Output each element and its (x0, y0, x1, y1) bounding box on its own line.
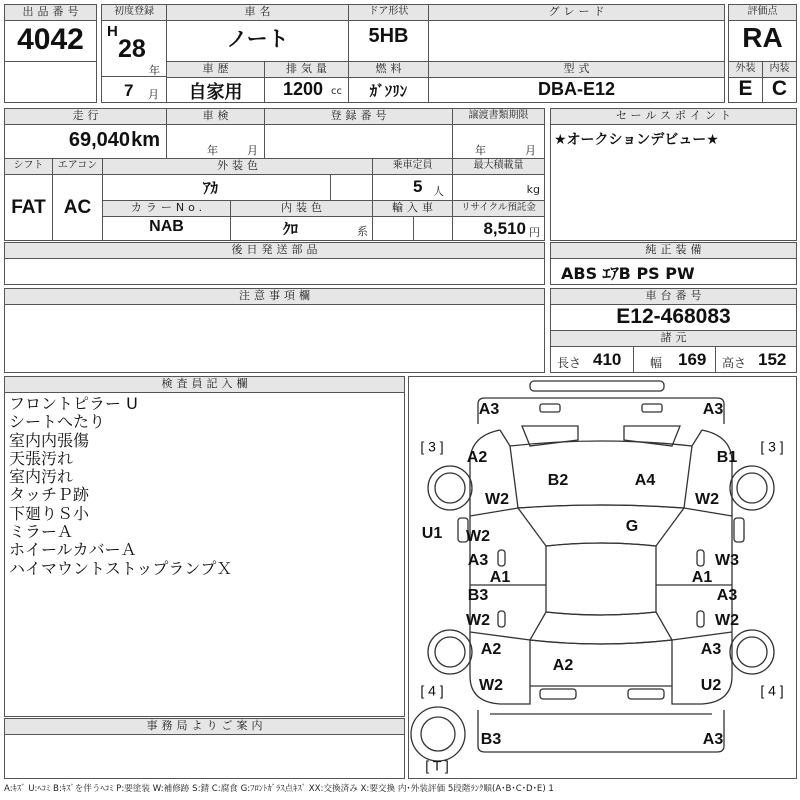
damage-code: A3 (478, 401, 500, 419)
sill-line-left (470, 508, 518, 516)
model-code: DBA-E12 (537, 79, 616, 99)
damage-code: A2 (552, 657, 574, 675)
interior-color: ｸﾛ (283, 220, 299, 238)
registration-number-label: 登録番号 (265, 109, 452, 125)
sill-line-left (470, 632, 530, 640)
inspection-label: 車検 (167, 109, 264, 125)
sales-point-label: セールスポイント (551, 109, 796, 125)
panel-count: [ 3 ] (420, 438, 444, 455)
transfer-year-unit: 年 (475, 144, 486, 157)
wheel-rear-right (730, 630, 774, 674)
chassis-number: E12-468083 (616, 305, 731, 328)
interior-score: C (771, 77, 788, 100)
shift-label: シフト (5, 159, 52, 175)
shift-cell (4, 158, 53, 241)
inspector-notes-list (9, 395, 400, 578)
lot-number-label: 出品番号 (5, 5, 96, 21)
interior-score-label: 内装 (763, 62, 796, 78)
mileage-unit: km (131, 129, 160, 151)
exterior-score-label: 外装 (729, 62, 762, 78)
exterior-color-cell (102, 158, 373, 201)
rear-window (530, 612, 672, 644)
mileage-label: 走行 (5, 109, 166, 125)
exterior-score-cell (728, 61, 763, 103)
damage-code: B1 (716, 449, 738, 467)
registration-era: H (107, 23, 118, 40)
damage-code: A2 (480, 641, 502, 659)
damage-code: B2 (547, 472, 569, 490)
transfer-month-unit: 月 (525, 144, 536, 157)
car-name-cell (166, 4, 349, 62)
recycle-fee-label: リサイクル預託金 (453, 201, 544, 217)
damage-code: B3 (467, 587, 489, 605)
hood (510, 441, 692, 508)
damage-code: W2 (485, 491, 509, 509)
wheel-rear-left (428, 630, 472, 674)
office-info-label: 事務局よりご案内 (5, 719, 404, 735)
transfer-deadline-cell (452, 108, 545, 159)
aircon: AC (63, 197, 92, 218)
damage-code: A3 (700, 641, 722, 659)
fuel-label: 燃料 (349, 62, 428, 78)
specs-cell (550, 330, 797, 373)
sales-point: ★オークションデビュー★ (554, 132, 719, 148)
car-name-label: 車名 (167, 5, 348, 21)
panel-count: [ T ] (425, 757, 449, 774)
displacement-cell (264, 61, 349, 103)
tail-lamp-left (540, 689, 576, 699)
door-type-label: ドア形状 (349, 5, 428, 21)
panel-count: [ 4 ] (760, 682, 784, 699)
length: 410 (593, 350, 622, 369)
windshield (518, 505, 684, 546)
imported-cell (372, 200, 453, 241)
chassis-label: 車台番号 (551, 289, 796, 305)
lot-number-cell (4, 4, 97, 103)
damage-code: B3 (480, 731, 502, 749)
wheel-front-left (428, 466, 472, 510)
width-label: 幅 (650, 356, 663, 370)
exterior-score: E (738, 77, 753, 100)
overall-score: RA (742, 22, 783, 53)
door-handle (697, 550, 704, 566)
interior-color-suffix: 系 (357, 225, 368, 238)
model-code-cell (428, 61, 725, 103)
damage-code: A3 (702, 401, 724, 419)
front-roof-bar (530, 381, 664, 391)
notes-label: 注意事項欄 (5, 289, 544, 305)
fuel: ｶﾞｿﾘﾝ (369, 82, 408, 100)
parts-later-cell (4, 242, 545, 285)
damage-diagram-cell (408, 376, 797, 779)
notes-cell (4, 288, 545, 373)
inspector-note: ハイマウントストップランプＸ (9, 558, 233, 578)
mileage-cell (4, 108, 167, 159)
lot-number: 4042 (17, 23, 84, 56)
tail-lamp-right (628, 689, 664, 699)
history-label: 車歴 (167, 62, 264, 78)
wheel-front-right (730, 466, 774, 510)
damage-code: G (625, 518, 639, 536)
model-code-label: 型式 (429, 62, 724, 78)
fuel-cell (348, 61, 429, 103)
specs-label: 諸元 (551, 331, 796, 347)
registration-number-cell (264, 108, 453, 159)
panel-count: [ 4 ] (420, 682, 444, 699)
damage-code: A3 (467, 552, 489, 570)
exterior-color-label: 外装色 (103, 159, 372, 175)
rear-bumper (478, 710, 724, 752)
door-type-cell (348, 4, 429, 62)
equipment-cell (550, 242, 797, 285)
front-bumper-tab (540, 404, 560, 412)
interior-color-label: 内装色 (231, 201, 372, 217)
displacement-label: 排気量 (265, 62, 348, 78)
fender-line-left (500, 430, 510, 446)
mirror-right (734, 518, 744, 542)
shift: FAT (11, 197, 46, 218)
inspector-note: 下廻りＳ小 (9, 503, 90, 523)
aircon-label: エアコン (53, 159, 102, 175)
door-type: 5HB (368, 25, 409, 47)
chassis-cell (550, 288, 797, 331)
panel-count: [ 3 ] (760, 438, 784, 455)
registration-year: 28 (118, 35, 146, 63)
sill-line-right (672, 632, 732, 640)
damage-code: W2 (695, 491, 719, 509)
door-handle (697, 611, 704, 627)
history: 自家用 (188, 82, 243, 103)
displacement: 1200 (283, 79, 324, 99)
fender-line-right (692, 430, 702, 446)
inspector-note: 天張汚れ (9, 448, 74, 468)
score-cell (728, 4, 797, 62)
door-handle (498, 611, 505, 627)
door-handle (498, 550, 505, 566)
damage-code: A1 (489, 569, 511, 587)
score-label: 評価点 (729, 5, 796, 21)
month-unit: 月 (148, 88, 159, 101)
front-bumper (478, 398, 724, 424)
color-number: NAB (149, 218, 184, 235)
sales-point-cell (550, 108, 797, 241)
history-cell (166, 61, 265, 103)
spare-tire (411, 707, 465, 761)
inspection-year-unit: 年 (207, 144, 218, 157)
capacity-cell (372, 158, 453, 201)
displacement-unit: cc (331, 86, 342, 97)
imported-label: 輸入車 (373, 201, 452, 217)
equipment: ABS ｴｱB PS PW (561, 264, 695, 283)
inspector-note: フロントピラー U (9, 394, 138, 413)
inspection-month-unit: 月 (247, 144, 258, 157)
inspector-notes-cell (4, 376, 405, 717)
height-label: 高さ (722, 356, 747, 370)
roof (546, 543, 656, 615)
car-diagram (408, 376, 797, 779)
inspector-note: ホイールカバーＡ (9, 540, 137, 560)
inspection-cell (166, 108, 265, 159)
capacity: 5 (413, 177, 423, 196)
parts-later-label: 後日発送部品 (5, 243, 544, 259)
inspector-note: 室内内張傷 (9, 430, 90, 450)
grade-label: グレード (429, 5, 724, 21)
capacity-label: 乗車定員 (373, 159, 452, 175)
inspector-notes-label: 検査員記入欄 (5, 377, 404, 393)
inspector-note: ミラーＡ (9, 522, 74, 542)
color-number-label: カラーNo. (103, 201, 230, 217)
damage-code: A2 (466, 449, 488, 467)
office-info-cell (4, 718, 405, 779)
damage-code: A3 (716, 587, 738, 605)
damage-code: W2 (715, 612, 739, 630)
capacity-unit: 人 (433, 185, 444, 198)
inspector-note: 室内汚れ (9, 467, 74, 487)
damage-code: W3 (715, 552, 739, 570)
length-label: 長さ (557, 356, 582, 370)
damage-code: U1 (421, 525, 443, 543)
damage-code: A3 (702, 731, 724, 749)
inspector-note: タッチＰ跡 (9, 485, 90, 505)
inspector-note: シートへたり (9, 412, 106, 432)
color-number-cell (102, 200, 231, 241)
transfer-deadline-label: 譲渡書類期限 (453, 109, 544, 125)
recycle-fee: 8,510 (483, 219, 526, 238)
damage-code: U2 (700, 677, 722, 695)
exterior-color: ｱｶ (203, 179, 219, 197)
damage-code: W2 (466, 612, 490, 630)
grade-cell (428, 4, 725, 62)
first-registration-label: 初度登録 (102, 5, 166, 21)
damage-code: A4 (634, 472, 656, 490)
year-unit: 年 (149, 64, 160, 77)
recycle-fee-unit: 円 (529, 226, 540, 239)
max-load-unit: kg (526, 183, 540, 196)
rear-hatch (530, 640, 672, 686)
interior-color-cell (230, 200, 373, 241)
width: 169 (678, 350, 707, 369)
damage-code: W2 (466, 528, 490, 546)
aircon-cell (52, 158, 103, 241)
damage-code: W2 (479, 677, 503, 695)
equipment-label: 純正装備 (551, 243, 796, 259)
height: 152 (758, 350, 787, 369)
damage-code: A1 (691, 569, 713, 587)
front-bumper-tab (642, 404, 662, 412)
interior-score-cell (762, 61, 797, 103)
first-registration-cell (101, 4, 167, 103)
sill-line-right (684, 508, 732, 516)
max-load-cell (452, 158, 545, 201)
max-load-label: 最大積載量 (453, 159, 544, 175)
mileage: 69,040 (68, 129, 130, 151)
recycle-fee-cell (452, 200, 545, 241)
car-name: ノート (226, 27, 289, 51)
damage-code-legend: A:ｷｽﾞ U:ﾍｺﾐ B:ｷｽﾞを伴うﾍｺﾐ P:要塗装 W:補修跡 S:錆 C:腐食 G:ﾌﾛﾝﾄｶﾞﾗｽ点ｷｽﾞ XX:交換済み X:要交換 内･外装評価 5段階ﾗﾝｸ順(A･B･C･D･E) 1 (4, 784, 554, 794)
registration-month: 7 (124, 81, 134, 100)
